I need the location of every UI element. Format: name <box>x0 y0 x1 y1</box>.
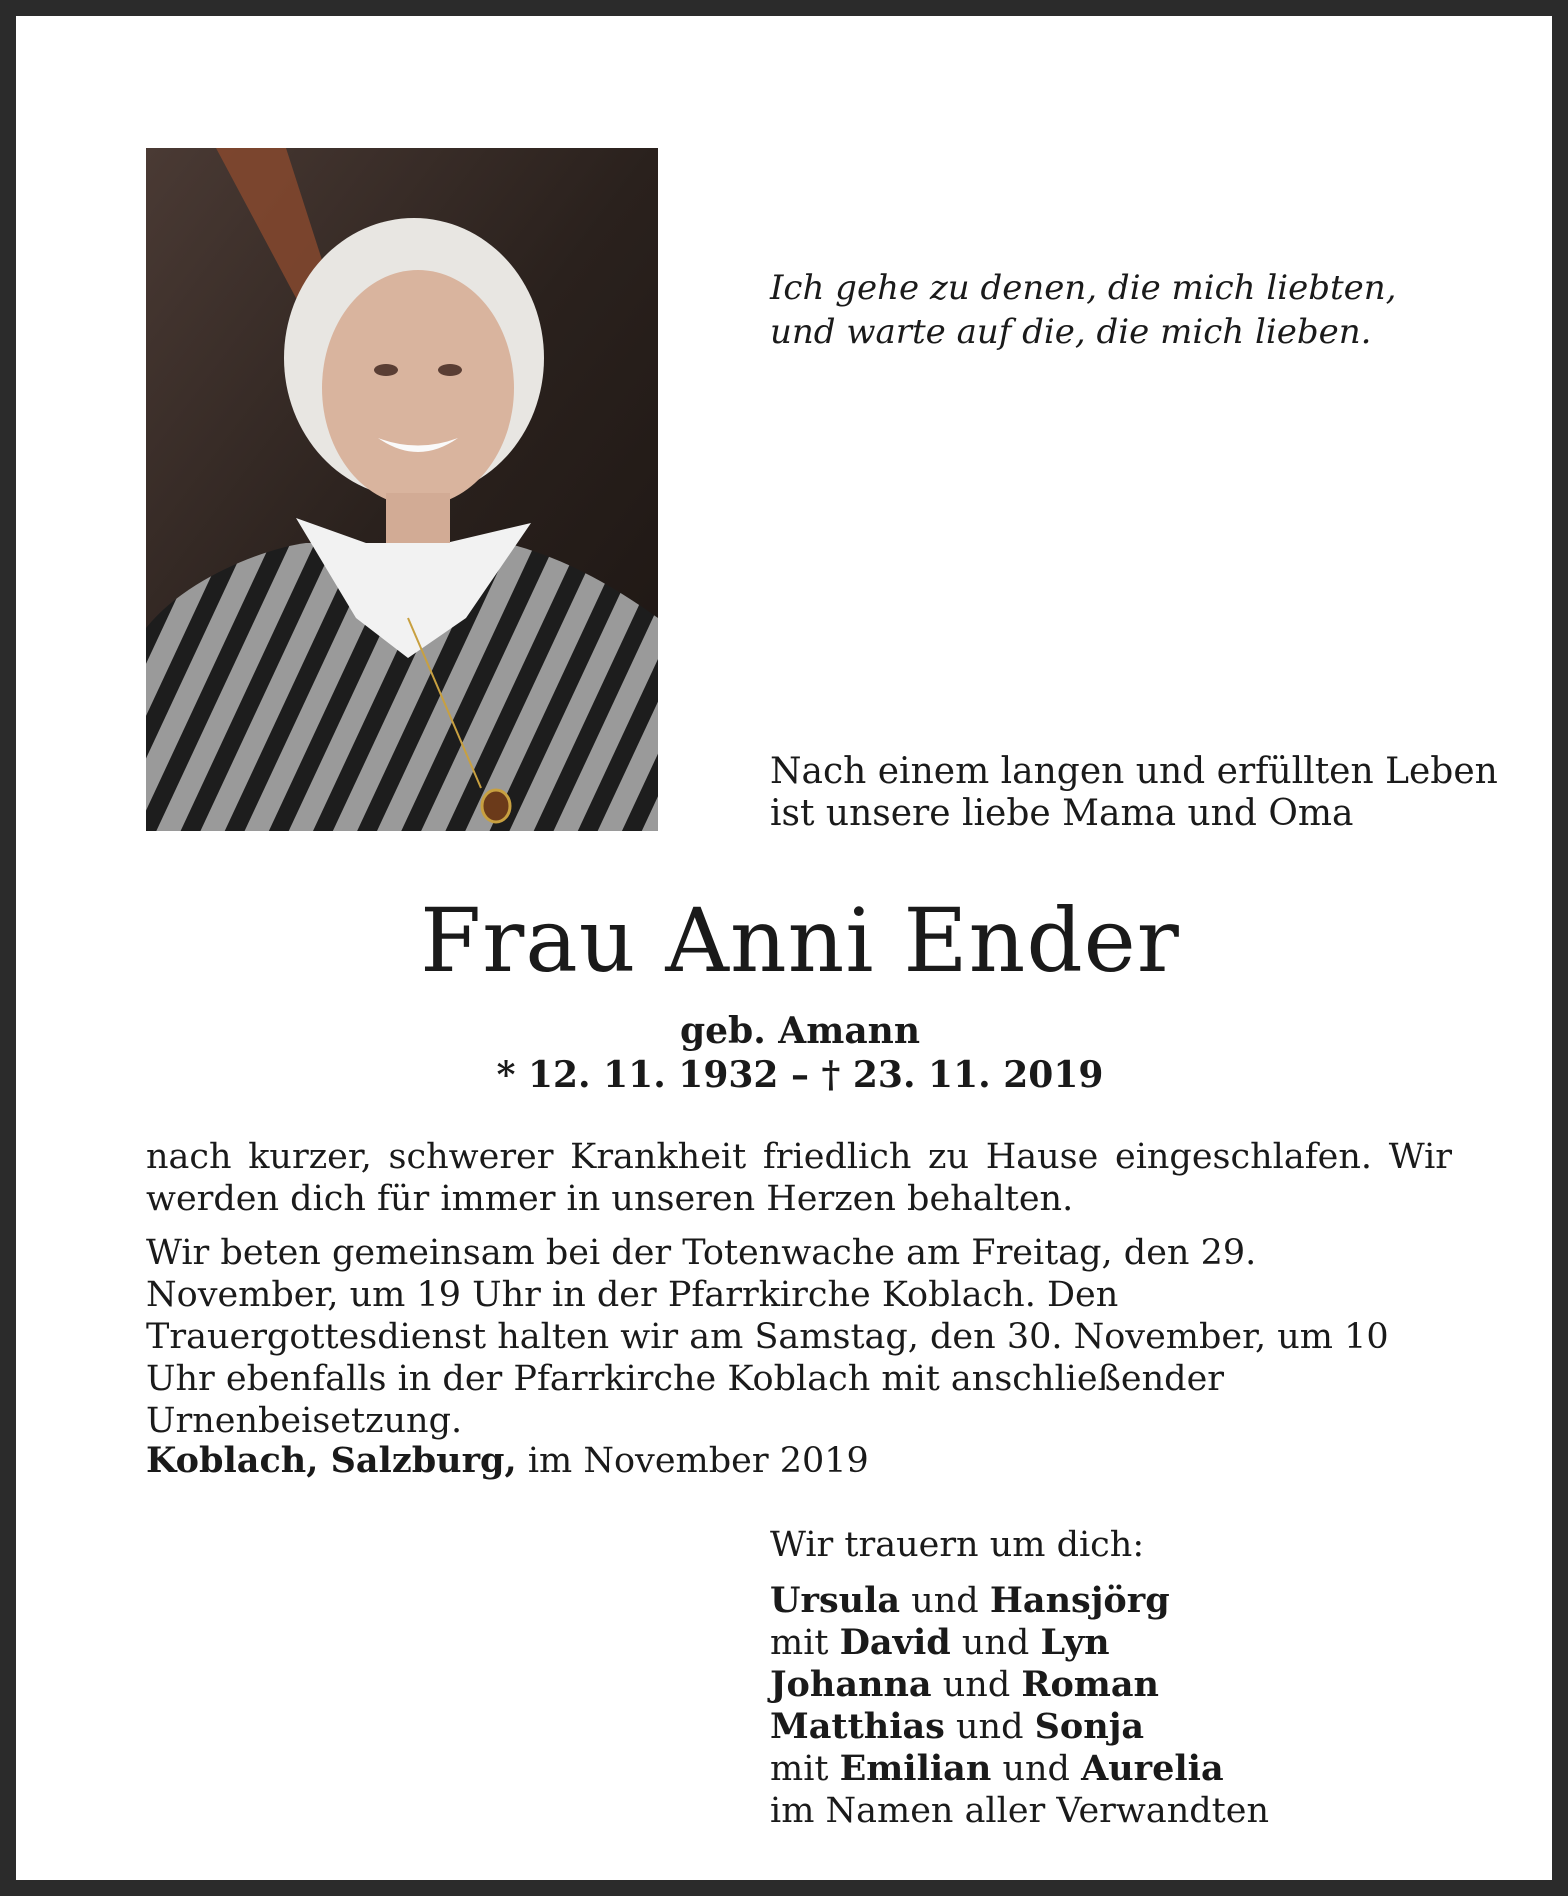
family-row: Matthias und Sonja <box>770 1706 1145 1747</box>
family-closing: im Namen aller Verwandten <box>770 1791 1269 1831</box>
place-name: Koblach, Salzburg, <box>146 1440 517 1481</box>
place-date: im November 2019 <box>516 1441 869 1481</box>
quote <box>770 266 1396 354</box>
birth-name: geb. Amann <box>679 1010 920 1052</box>
portrait-photo <box>146 148 658 831</box>
family-row: mit Emilian und Aurelia <box>770 1748 1224 1789</box>
life-dates: * 12. 11. 1932 – † 23. 11. 2019 <box>496 1054 1104 1096</box>
deceased-name: Frau Anni Ender <box>420 889 1180 992</box>
family-row: Johanna und Roman <box>770 1664 1159 1705</box>
quote-line-2: und warte auf die, die mich lieben. <box>770 312 1372 352</box>
family-list <box>770 1580 1269 1832</box>
intro-text <box>770 751 1498 835</box>
place-date-line <box>146 1440 869 1482</box>
paragraph-passing: nach kurzer, schwerer Krankheit friedlich zu Hause eingeschlafen. Wir werden dich für immer in unseren Herzen behalten. <box>146 1137 1452 1219</box>
paragraph-services: Wir beten gemeinsam bei der Totenwache am Freitag, den 29. November, um 19 Uhr in der Pfarrkirche Koblach. Den Trauergottesdienst halten wir am Samstag, den 30. November, um 10 Uhr ebenfalls in der Pfarrkirche Koblach mit anschließender Urnenbeisetzung. <box>146 1233 1389 1441</box>
intro-line-1: Nach einem langen und erfüllten Leben <box>770 751 1498 792</box>
mourn-heading: Wir trauern um dich: <box>770 1525 1145 1565</box>
quote-line-1: Ich gehe zu denen, die mich liebten, <box>770 268 1397 308</box>
family-row: mit David und Lyn <box>770 1622 1110 1663</box>
intro-line-2: ist unsere liebe Mama und Oma <box>770 793 1354 834</box>
family-row: Ursula und Hansjörg <box>770 1580 1170 1621</box>
